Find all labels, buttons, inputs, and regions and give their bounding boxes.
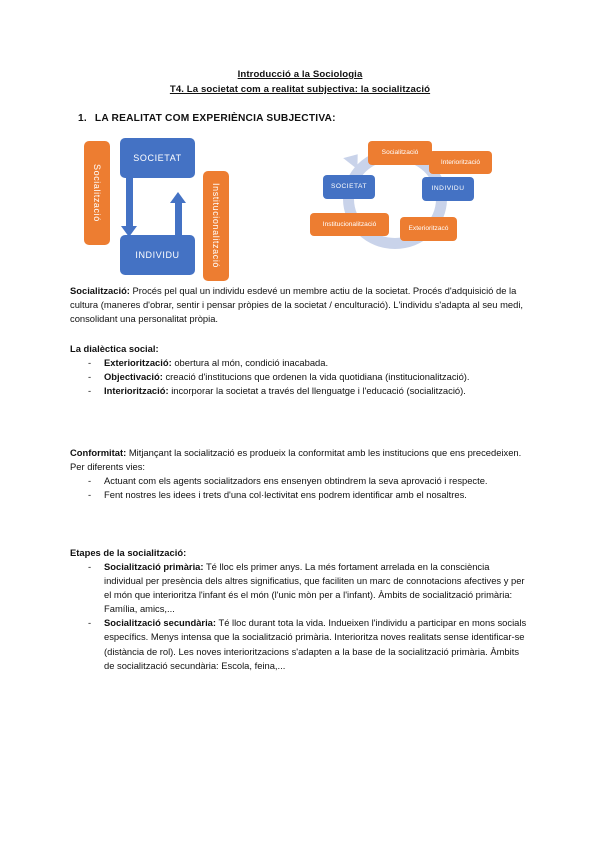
list-item-text: Té lloc els primer anys. La més fortament arrelada en la consciència individual per presència dels altres significatius, que faciliten un marc de connotacions afectives y per el món que interioritza l'infant és el món (l'unic mòn per a l'infant). Àmbits de socialització primària: Família, amics,... bbox=[104, 561, 525, 615]
diagrams-row bbox=[0, 133, 600, 283]
list-item-term: Socialització secundària: bbox=[104, 617, 217, 629]
list-item-text: Fent nostres les idees i trets d'una col·lectivitat ens podrem identificar amb el nosaltres. bbox=[104, 489, 467, 501]
paragraph-socialitzacio bbox=[70, 284, 530, 326]
diagram-right-box-societat: SOCIETAT bbox=[323, 175, 375, 199]
diagram-left-box-institucionalitzacio: Institucionalització bbox=[203, 171, 229, 281]
list-item-text: creació d'institucions que ordenen la vida quotidiana (institucionalització). bbox=[162, 371, 470, 383]
list-item-text: incorporar la societat a través del llenguatge i l'educació (socialització). bbox=[168, 385, 466, 397]
list-item bbox=[70, 488, 530, 502]
list-item bbox=[70, 356, 530, 370]
term-conformitat: Conformitat: bbox=[70, 447, 127, 458]
bullet-list-etapes bbox=[70, 560, 530, 673]
list-item-term: Exteriorització: bbox=[104, 357, 172, 368]
list-etapes bbox=[70, 560, 530, 673]
list-item bbox=[70, 474, 530, 488]
list-item bbox=[70, 616, 530, 672]
diagram-right-box-socialitzacio: Socialització bbox=[368, 141, 432, 165]
term-socialitzacio: Socialització: bbox=[70, 285, 130, 296]
text-socialitzacio: Procés pel qual un individu esdevé un membre actiu de la societat. Procés d'adquisició de la cultura (maneres d'obrar, sentir i pensar pròpies de la societat / enculturació). L'individu s'adapta al seu medi, consolidant una personalitat pròpia. bbox=[70, 285, 524, 325]
list-conformitat bbox=[70, 474, 530, 502]
section-heading-text: LA REALITAT COM EXPERIÈNCIA SUBJECTIVA: bbox=[94, 113, 336, 124]
heading-dialectica-social: La dialèctica social: bbox=[70, 343, 159, 354]
diagram-right-box-individu: INDIVIDU bbox=[422, 177, 474, 201]
dash-bullet-icon: - bbox=[88, 561, 92, 572]
document-title-line-1 bbox=[0, 69, 600, 80]
text-conformitat: Mitjançant la socialització es produeix la conformitat amb les institucions que ens precedeixen. Per diferents vies: bbox=[70, 447, 522, 473]
dash-bullet-icon: - bbox=[88, 385, 92, 397]
list-item bbox=[70, 384, 530, 398]
socialization-cycle-diagram bbox=[305, 137, 520, 267]
list-item-text: obertura al món, condició inacabada. bbox=[171, 357, 329, 368]
section-heading bbox=[78, 113, 336, 124]
diagram-right-box-interioritzacio: Interiorització bbox=[429, 151, 492, 174]
bullet-list-dialectica bbox=[70, 356, 530, 398]
document-title-line-2-text: T4. La societat com a realitat subjectiva: la socialització bbox=[169, 84, 431, 95]
dash-bullet-icon: - bbox=[88, 371, 92, 383]
diagram-right-box-institucionalitzacio: Institucionalització bbox=[310, 213, 389, 236]
diagram-left-box-individu: INDIVIDU bbox=[120, 235, 195, 275]
arrow-up-icon bbox=[175, 203, 182, 241]
document-title-line-1-text: Introducció a la Sociologia bbox=[237, 69, 363, 80]
arrow-down-icon bbox=[126, 178, 133, 226]
list-item bbox=[70, 560, 530, 616]
diagram-left-box-socialitzacio: Socialització bbox=[84, 141, 110, 245]
bullet-list-conformitat bbox=[70, 474, 530, 502]
dash-bullet-icon: - bbox=[88, 617, 92, 629]
section-number: 1. bbox=[78, 113, 87, 124]
list-item-term: Interiorització: bbox=[104, 385, 169, 397]
heading-etapes-socialitzacio: Etapes de la socialització: bbox=[70, 547, 187, 558]
dialectic-square-diagram bbox=[70, 133, 300, 281]
dash-bullet-icon: - bbox=[88, 475, 92, 486]
list-item-term: Objectivació: bbox=[104, 371, 163, 383]
list-item-text: Té lloc durant tota la vida. Indueixen l'individu a participar en mons socials específics. Menys intensa que la socialització primària. Interioritza noves realitats sense identificar-se (distància de rol). Les noves interioritzacions s'adapten a la base de la socialització primària. Àmbits de socialització secundària: Escola, feina,... bbox=[104, 617, 527, 671]
paragraph-conformitat bbox=[70, 446, 530, 474]
diagram-right-box-exterioritzacio: Exterioritzacó bbox=[400, 217, 457, 241]
list-item bbox=[70, 370, 530, 384]
dash-bullet-icon: - bbox=[88, 489, 92, 501]
list-item-term: Socialització primària: bbox=[104, 561, 204, 572]
list-dialectica bbox=[70, 356, 530, 398]
dash-bullet-icon: - bbox=[88, 357, 92, 368]
diagram-left-box-societat: SOCIETAT bbox=[120, 138, 195, 178]
document-title-line-2 bbox=[0, 84, 600, 95]
list-item-text: Actuant com els agents socialitzadors ens ensenyen obtindrem la seva aprovació i respecte. bbox=[104, 475, 488, 486]
